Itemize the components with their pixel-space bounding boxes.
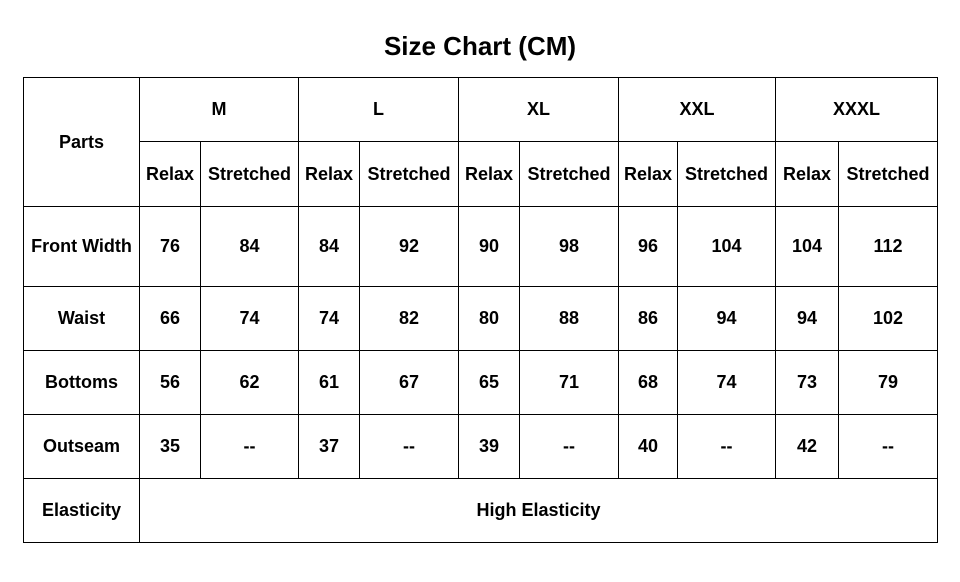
sub-header-stretched: Stretched xyxy=(520,142,619,207)
table-cell: -- xyxy=(839,415,938,479)
table-cell: 82 xyxy=(360,287,459,351)
table-cell: 62 xyxy=(201,351,299,415)
sub-header-relax: Relax xyxy=(299,142,360,207)
table-cell: 56 xyxy=(140,351,201,415)
table-cell: 84 xyxy=(201,207,299,287)
sub-header-stretched: Stretched xyxy=(201,142,299,207)
table-cell: 98 xyxy=(520,207,619,287)
table-cell: 74 xyxy=(201,287,299,351)
table-cell: 92 xyxy=(360,207,459,287)
table-cell: 66 xyxy=(140,287,201,351)
table-cell: -- xyxy=(360,415,459,479)
table-cell: 67 xyxy=(360,351,459,415)
table-cell: 40 xyxy=(619,415,678,479)
part-name: Front Width xyxy=(24,207,140,287)
part-name: Waist xyxy=(24,287,140,351)
table-cell: -- xyxy=(678,415,776,479)
table-cell: 76 xyxy=(140,207,201,287)
size-header-row xyxy=(24,78,938,142)
table-cell: 94 xyxy=(776,287,839,351)
table-cell: 74 xyxy=(299,287,360,351)
size-chart-table xyxy=(23,77,938,543)
table-cell: 102 xyxy=(839,287,938,351)
table-cell: 39 xyxy=(459,415,520,479)
elasticity-label: Elasticity xyxy=(24,479,140,543)
table-row-outseam xyxy=(24,415,938,479)
table-cell: 79 xyxy=(839,351,938,415)
table-row-front-width xyxy=(24,207,938,287)
table-cell: 68 xyxy=(619,351,678,415)
elasticity-value: High Elasticity xyxy=(140,479,938,543)
size-header-xl: XL xyxy=(459,78,619,142)
size-header-m: M xyxy=(140,78,299,142)
table-cell: 65 xyxy=(459,351,520,415)
sub-header-stretched: Stretched xyxy=(678,142,776,207)
size-header-xxl: XXL xyxy=(619,78,776,142)
table-cell: 112 xyxy=(839,207,938,287)
table-row-waist xyxy=(24,287,938,351)
table-cell: 42 xyxy=(776,415,839,479)
table-cell: 96 xyxy=(619,207,678,287)
sub-header-relax: Relax xyxy=(140,142,201,207)
table-cell: 94 xyxy=(678,287,776,351)
table-cell: 90 xyxy=(459,207,520,287)
table-row-bottoms xyxy=(24,351,938,415)
sub-header-relax: Relax xyxy=(619,142,678,207)
table-cell: 37 xyxy=(299,415,360,479)
sub-header-relax: Relax xyxy=(459,142,520,207)
size-header-l: L xyxy=(299,78,459,142)
sub-header-stretched: Stretched xyxy=(839,142,938,207)
page-title: Size Chart (CM) xyxy=(383,31,577,61)
table-cell: -- xyxy=(520,415,619,479)
table-row-elasticity xyxy=(24,479,938,543)
table-cell: 104 xyxy=(678,207,776,287)
table-cell: 86 xyxy=(619,287,678,351)
sub-header-relax: Relax xyxy=(776,142,839,207)
table-cell: -- xyxy=(201,415,299,479)
sub-header-stretched: Stretched xyxy=(360,142,459,207)
table-cell: 73 xyxy=(776,351,839,415)
table-cell: 104 xyxy=(776,207,839,287)
part-name: Outseam xyxy=(24,415,140,479)
table-cell: 71 xyxy=(520,351,619,415)
parts-header: Parts xyxy=(24,78,140,207)
table-cell: 88 xyxy=(520,287,619,351)
table-cell: 61 xyxy=(299,351,360,415)
table-cell: 35 xyxy=(140,415,201,479)
table-cell: 84 xyxy=(299,207,360,287)
sub-header-row xyxy=(24,142,938,207)
table-cell: 74 xyxy=(678,351,776,415)
size-header-xxxl: XXXL xyxy=(776,78,938,142)
part-name: Bottoms xyxy=(24,351,140,415)
table-cell: 80 xyxy=(459,287,520,351)
